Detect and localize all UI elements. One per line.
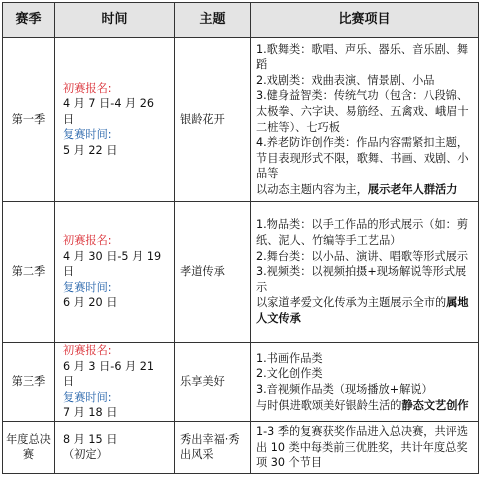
closing-text: 以家道孝爱文化传承为主题展示全市的 — [256, 296, 447, 310]
item-line: 1.歌舞类：歌唱、声乐、器乐、音乐剧、舞蹈 — [256, 42, 469, 72]
prelim-dates: 6 月 3 日-6 月 21 日 — [63, 359, 154, 389]
time-cell — [55, 421, 175, 473]
closing-line — [256, 398, 474, 414]
item-line: 2.戏剧类：戏曲表演、情景剧、小品 — [256, 73, 435, 87]
rematch-date: 7 月 18 日 — [63, 406, 118, 420]
header-theme: 主题 — [175, 3, 251, 38]
prelim-dates: 4 月 30 日-5 月 19 日 — [63, 249, 162, 279]
rematch-date: 6 月 20 日 — [63, 296, 118, 310]
header-items: 比赛项目 — [251, 3, 479, 38]
rematch-label: 复赛时间: — [63, 390, 112, 404]
finals-date: 8 月 15 日 — [63, 432, 118, 446]
theme-cell: 乐享美好 — [175, 343, 251, 422]
prelim-label: 初赛报名: — [63, 344, 112, 357]
header-season: 赛季 — [3, 3, 55, 38]
competition-schedule-table — [2, 2, 479, 474]
season-cell: 第一季 — [3, 38, 55, 202]
prelim-label: 初赛报名: — [63, 234, 112, 248]
time-cell — [55, 202, 175, 343]
closing-text: 以动态主题内容为主， — [256, 182, 368, 196]
item-line: 2.文化创作类 — [256, 367, 323, 381]
items-cell — [251, 202, 479, 343]
items-cell — [251, 38, 479, 202]
prelim-dates: 4 月 7 日-4 月 26 日 — [63, 97, 154, 126]
table-row — [3, 421, 479, 473]
season-cell: 第三季 — [3, 343, 55, 422]
theme-cell: 孝道传承 — [175, 202, 251, 343]
theme-cell: 秀出幸福·秀出风采 — [175, 421, 251, 473]
time-cell — [55, 38, 175, 202]
closing-bold-text: 展示老年人群活力 — [367, 182, 458, 196]
table-row — [3, 202, 479, 343]
finals-date-note: （初定） — [63, 448, 108, 462]
item-line: 4.养老防诈创作类：作品内容需紧扣主题，节目表现形式不限，歌舞、书画、戏剧、小品等 — [256, 136, 469, 181]
time-cell — [55, 343, 175, 422]
item-line: 1.书画作品类 — [256, 351, 323, 365]
season-cell: 年度总决赛 — [3, 421, 55, 473]
item-line: 3.健身益智类：传统气功（包含：八段锦、太极拳、六字诀、易筋经、五禽戏、峨眉十二桩等）、七巧板 — [256, 89, 469, 134]
header-time: 时间 — [55, 3, 175, 38]
season-cell: 第二季 — [3, 202, 55, 343]
theme-cell: 银龄花开 — [175, 38, 251, 202]
closing-bold-text: 静态文艺创作 — [401, 398, 469, 412]
closing-line — [256, 182, 474, 198]
rematch-label: 复赛时间: — [63, 128, 112, 142]
rematch-date: 5 月 22 日 — [63, 143, 118, 157]
prelim-label: 初赛报名: — [63, 81, 112, 95]
item-line: 1.物品类：以手工作品的形式展示（如：剪纸、泥人、竹编等手工艺品） — [256, 218, 469, 248]
closing-text: 与时俱进歌颂美好银龄生活的 — [256, 398, 402, 412]
header-row — [3, 3, 479, 38]
items-cell: 1-3 季的复赛获奖作品进入总决赛，共评选出 10 类中每类前三优胜奖，共计年度总奖项 30 个节目 — [251, 421, 479, 473]
table-row — [3, 343, 479, 422]
closing-bold-text: 属地人文传承 — [256, 296, 469, 325]
item-line: 3.视频类：以视频拍摄+现场解说等形式展示 — [256, 265, 467, 294]
item-line: 2.舞台类：以小品、演讲、唱歌等形式展示 — [256, 249, 469, 263]
item-line: 3.音视频作品类（现场播放+解说） — [256, 382, 433, 396]
closing-line — [256, 295, 474, 326]
rematch-label: 复赛时间: — [63, 280, 112, 294]
items-cell — [251, 343, 479, 422]
table-row — [3, 38, 479, 202]
